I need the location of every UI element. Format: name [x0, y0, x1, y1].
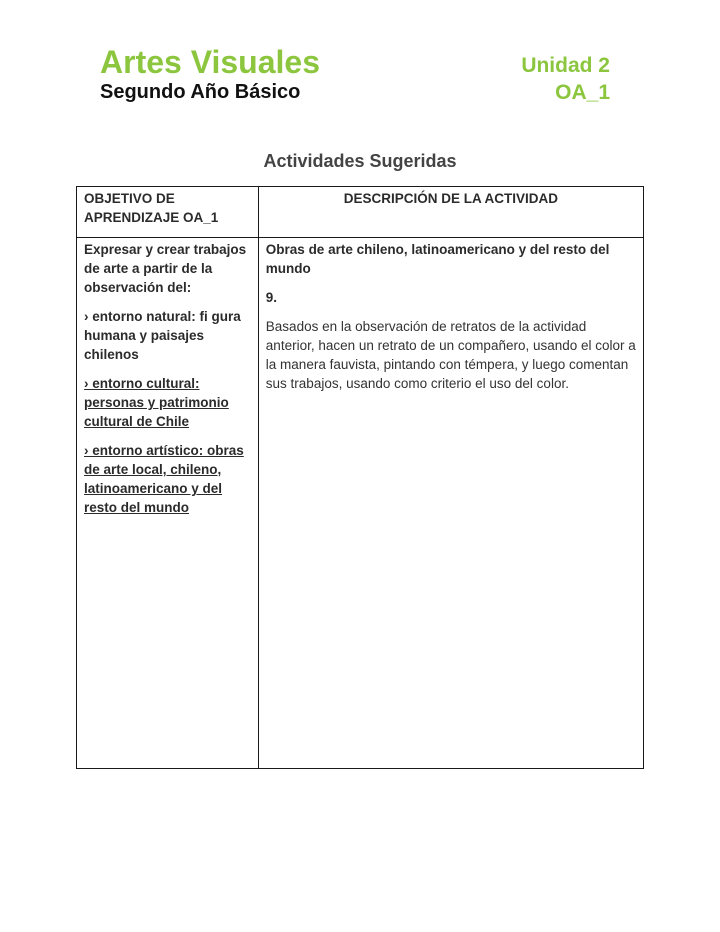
objective-header-label: OBJETIVO DE APRENDIZAJE OA_1 [84, 191, 219, 225]
activity-title: Obras de arte chileno, latinoamericano y del resto del mundo [265, 242, 610, 276]
grade-subtitle: Segundo Año Básico [100, 81, 301, 103]
objective-code-label: OA_1 [555, 81, 610, 104]
objective-item-natural: › entorno natural: fi gura humana y paisajes chilenos [84, 309, 241, 362]
table-header-row [77, 187, 644, 238]
objective-item-artistic: › entorno artístico: obras de arte local, chileno, latinoamericano y del resto del mundo [84, 443, 244, 515]
activity-description: Basados en la observación de retratos de la actividad anterior, hacen un retrato de un compañero, usando el color a la manera fauvista, pintando con témpera, y luego comentan sus trabajos, usando como criterio el uso del color. [265, 319, 636, 391]
objective-intro: Expresar y crear trabajos de arte a partir de la observación del: [84, 242, 247, 295]
objective-header-cell [77, 187, 259, 238]
description-header-cell [258, 187, 643, 238]
description-header-label: DESCRIPCIÓN DE LA ACTIVIDAD [343, 191, 559, 206]
activities-table [76, 186, 644, 769]
subject-title: Artes Visuales [100, 44, 320, 80]
objective-cell [77, 238, 259, 769]
activity-description-cell [258, 238, 643, 769]
document-header [100, 44, 610, 114]
objective-item-cultural: › entorno cultural: personas y patrimonio cultural de Chile [84, 376, 229, 429]
table-row [77, 238, 644, 769]
unit-label: Unidad 2 [521, 54, 610, 77]
section-title: Actividades Sugeridas [263, 151, 457, 171]
activity-number: 9. [265, 290, 278, 305]
